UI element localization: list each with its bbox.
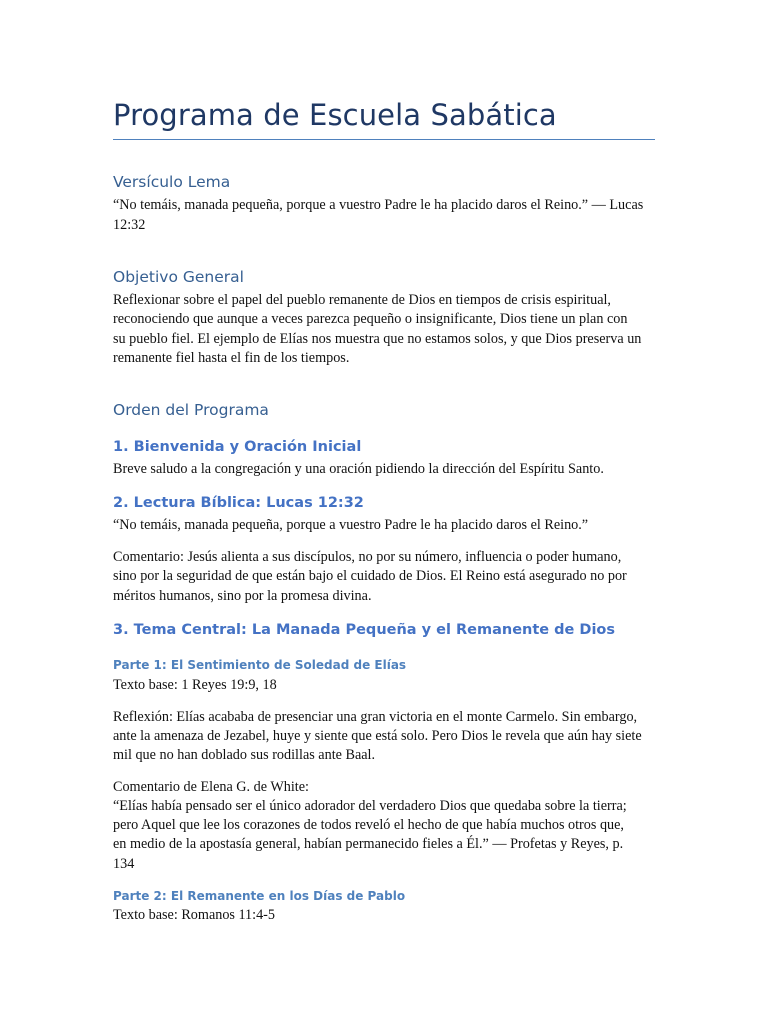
bienvenida-text: Breve saludo a la congregación y una oración pidiendo la dirección del Espíritu Santo.: [113, 461, 604, 477]
parte1-reflexion-line: ante la amenaza de Jezabel, huye y siente que está solo. Pero Dios le revela que aún hay siete: [113, 728, 642, 744]
objetivo-text-line: su pueblo fiel. El ejemplo de Elías nos muestra que no estamos solos, y que Dios preserva un: [113, 331, 642, 347]
parte1-cita-line: “Elías había pensado ser el único adorador del verdadero Dios que quedaba sobre la tierra;: [113, 798, 627, 814]
page-title: Programa de Escuela Sabática: [113, 98, 557, 132]
lectura-verse: “No temáis, manada pequeña, porque a vuestro Padre le ha placido daros el Reino.”: [113, 517, 589, 533]
versiculo-text-line: “No temáis, manada pequeña, porque a vuestro Padre le ha placido daros el Reino.” — Lucas: [113, 197, 644, 213]
objetivo-heading: Objetivo General: [113, 268, 244, 286]
parte1-cita-line: pero Aquel que lee los corazones de todos reveló el hecho de que había muchos otros que,: [113, 817, 624, 833]
lectura-comentario-line: méritos humanos, sino por la promesa divina.: [113, 588, 372, 604]
objetivo-text-line: remanente fiel hasta el fin de los tiempos.: [113, 350, 350, 366]
parte1-comentario-label: Comentario de Elena G. de White:: [113, 779, 309, 795]
tema-heading: 3. Tema Central: La Manada Pequeña y el Remanente de Dios: [113, 622, 616, 638]
bienvenida-heading: 1. Bienvenida y Oración Inicial: [113, 439, 362, 455]
objetivo-text-line: reconociendo que aunque a veces parezca pequeño o insignificante, Dios tiene un plan con: [113, 311, 628, 327]
title-underline: [113, 139, 655, 140]
parte1-heading: Parte 1: El Sentimiento de Soledad de Elías: [113, 658, 407, 672]
lectura-comentario-line: sino por la seguridad de que están bajo el cuidado de Dios. El Reino está asegurado no por: [113, 568, 627, 584]
parte1-cita-line: 134: [113, 856, 135, 872]
lectura-heading: 2. Lectura Bíblica: Lucas 12:32: [113, 495, 364, 511]
parte1-reflexion-line: Reflexión: Elías acababa de presenciar una gran victoria en el monte Carmelo. Sin embargo,: [113, 709, 638, 725]
parte2-texto-base: Texto base: Romanos 11:4-5: [113, 907, 276, 923]
parte1-texto-base: Texto base: 1 Reyes 19:9, 18: [113, 677, 277, 693]
parte1-reflexion-line: mil que no han doblado sus rodillas ante Baal.: [113, 747, 376, 763]
orden-heading: Orden del Programa: [113, 401, 269, 419]
objetivo-text-line: Reflexionar sobre el papel del pueblo remanente de Dios en tiempos de crisis espiritual,: [113, 292, 611, 308]
versiculo-text-line: 12:32: [113, 217, 146, 233]
lectura-comentario-line: Comentario: Jesús alienta a sus discípulos, no por su número, influencia o poder humano,: [113, 549, 622, 565]
parte1-cita-line: en medio de la apostasía general, habían permanecido fieles a Él.” — Profetas y Reyes, p.: [113, 836, 624, 852]
parte2-heading: Parte 2: El Remanente en los Días de Pablo: [113, 889, 406, 903]
versiculo-heading: Versículo Lema: [113, 173, 231, 191]
